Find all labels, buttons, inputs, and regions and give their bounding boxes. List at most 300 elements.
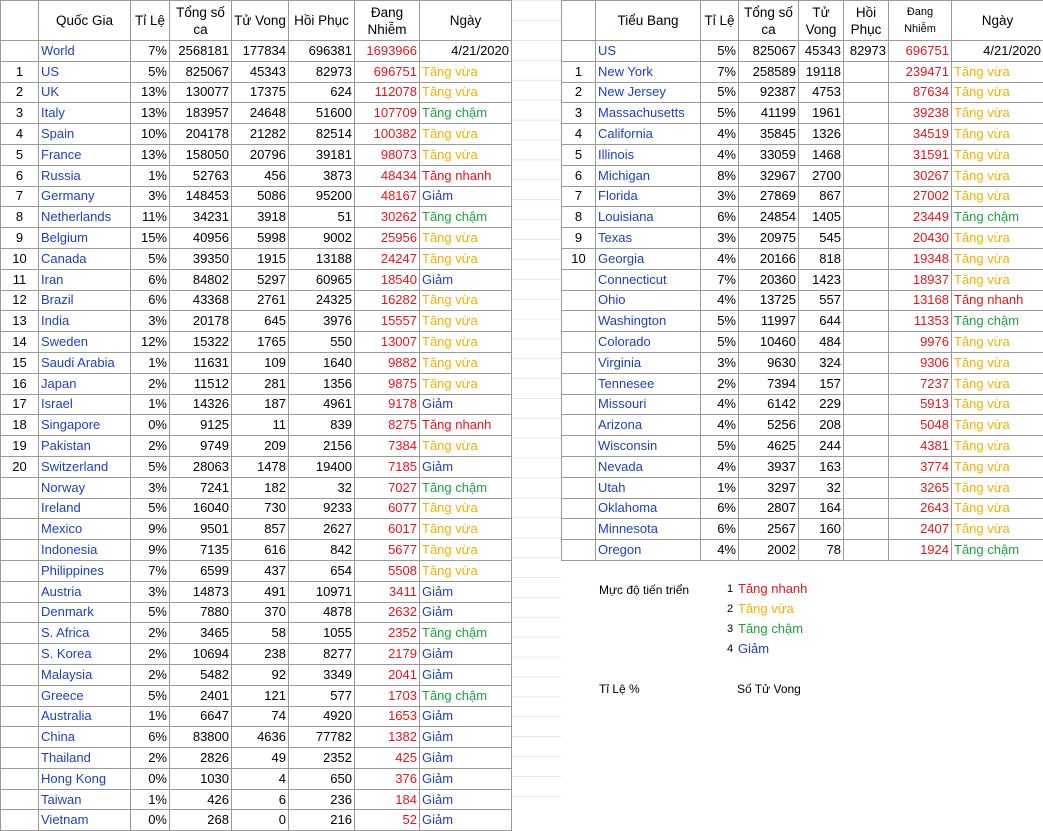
- table-row[interactable]: [1, 664, 512, 685]
- table-row[interactable]: [1, 644, 512, 665]
- country-name-cell[interactable]: Singapore: [39, 415, 131, 436]
- rate-cell: 6%: [701, 207, 739, 228]
- table-row[interactable]: [562, 498, 1043, 519]
- total-cell: 268: [170, 810, 232, 831]
- active-cell: 376: [355, 768, 420, 789]
- table-row[interactable]: [1, 394, 512, 415]
- recovered-cell: 4920: [289, 706, 355, 727]
- status-cell: Tăng vừa: [952, 144, 1043, 165]
- table-row[interactable]: [1, 352, 512, 373]
- country-name-cell[interactable]: US: [39, 61, 131, 82]
- status-cell: Tăng vừa: [952, 436, 1043, 457]
- active-cell: 8275: [355, 415, 420, 436]
- rate-cell: 5%: [131, 61, 170, 82]
- status-cell: Tăng chậm: [952, 207, 1043, 228]
- table-row[interactable]: [1, 373, 512, 394]
- active-cell: 3411: [355, 581, 420, 602]
- us-summary-row[interactable]: [562, 41, 1043, 62]
- state-name-cell[interactable]: Texas: [596, 228, 701, 249]
- recovered-cell: [844, 477, 889, 498]
- legend-item-label: Tăng chậm: [738, 621, 803, 636]
- recovered-cell: 24325: [289, 290, 355, 311]
- row-index-cell: 9: [562, 228, 596, 249]
- country-name-cell[interactable]: Brazil: [39, 290, 131, 311]
- deaths-cell: 1478: [232, 456, 289, 477]
- state-name-cell[interactable]: US: [596, 41, 701, 62]
- table-row[interactable]: [1, 519, 512, 540]
- state-name-cell[interactable]: Arizona: [596, 415, 701, 436]
- rate-cell: 15%: [131, 228, 170, 249]
- table-row[interactable]: [562, 456, 1043, 477]
- rate-cell: 2%: [701, 373, 739, 394]
- active-cell: 19348: [889, 248, 952, 269]
- recovered-cell: 82973: [289, 61, 355, 82]
- row-index-cell: 12: [1, 290, 39, 311]
- table-row[interactable]: [1, 82, 512, 103]
- recovered-cell: [844, 186, 889, 207]
- active-cell: 1382: [355, 727, 420, 748]
- recovered-cell: [844, 144, 889, 165]
- active-cell: 13007: [355, 332, 420, 353]
- row-index-cell: [562, 456, 596, 477]
- table-row[interactable]: [562, 186, 1043, 207]
- active-cell: 52: [355, 810, 420, 831]
- total-cell: 9749: [170, 436, 232, 457]
- table-row[interactable]: [1, 144, 512, 165]
- legend-item-number: 1: [727, 583, 733, 595]
- rate-cell: 13%: [131, 103, 170, 124]
- rate-cell: 0%: [131, 810, 170, 831]
- rate-cell: 0%: [131, 768, 170, 789]
- state-name-cell[interactable]: New Jersey: [596, 82, 701, 103]
- table-row[interactable]: [562, 103, 1043, 124]
- table-row[interactable]: [1, 228, 512, 249]
- table-row[interactable]: [1, 415, 512, 436]
- row-index-cell: 1: [562, 61, 596, 82]
- row-index-cell: [1, 685, 39, 706]
- deaths-cell: 491: [232, 581, 289, 602]
- status-cell: Tăng vừa: [952, 248, 1043, 269]
- table-row[interactable]: [562, 165, 1043, 186]
- rate-cell: 7%: [701, 269, 739, 290]
- active-cell: 184: [355, 789, 420, 810]
- deaths-cell: 187: [232, 394, 289, 415]
- table-row[interactable]: [1, 124, 512, 145]
- deaths-cell: 164: [799, 498, 844, 519]
- deaths-cell: 160: [799, 519, 844, 540]
- table-row[interactable]: [562, 82, 1043, 103]
- total-cell: 10694: [170, 644, 232, 665]
- header-cell: Hồi Phục: [844, 1, 889, 41]
- country-name-cell[interactable]: Sweden: [39, 332, 131, 353]
- header-cell: [1, 1, 39, 41]
- status-cell: Tăng vừa: [420, 498, 512, 519]
- active-cell: 7384: [355, 436, 420, 457]
- table-row[interactable]: [562, 228, 1043, 249]
- country-name-cell[interactable]: Switzerland: [39, 456, 131, 477]
- row-index-cell: 10: [562, 248, 596, 269]
- country-name-cell[interactable]: Malaysia: [39, 664, 131, 685]
- state-name-cell[interactable]: Minnesota: [596, 519, 701, 540]
- deaths-cell: 730: [232, 498, 289, 519]
- rate-cell: 5%: [131, 248, 170, 269]
- state-name-cell[interactable]: Georgia: [596, 248, 701, 269]
- header-cell: Tử Vong: [799, 1, 844, 41]
- total-cell: 39350: [170, 248, 232, 269]
- row-index-cell: [1, 768, 39, 789]
- deaths-cell: 4: [232, 768, 289, 789]
- deaths-cell: 229: [799, 394, 844, 415]
- country-name-cell[interactable]: China: [39, 727, 131, 748]
- table-row[interactable]: [562, 124, 1043, 145]
- country-name-cell[interactable]: S. Africa: [39, 623, 131, 644]
- country-name-cell[interactable]: World: [39, 41, 131, 62]
- status-cell: Giảm: [420, 810, 512, 831]
- country-name-cell[interactable]: Vietnam: [39, 810, 131, 831]
- status-cell: Tăng vừa: [420, 228, 512, 249]
- table-row[interactable]: [1, 540, 512, 561]
- header-cell: Tỉ Lệ: [131, 1, 170, 41]
- deaths-cell: 857: [232, 519, 289, 540]
- state-name-cell[interactable]: Colorado: [596, 332, 701, 353]
- country-name-cell[interactable]: Austria: [39, 581, 131, 602]
- country-name-cell[interactable]: Iran: [39, 269, 131, 290]
- state-name-cell[interactable]: Washington: [596, 311, 701, 332]
- recovered-cell: 77782: [289, 727, 355, 748]
- state-name-cell[interactable]: Utah: [596, 477, 701, 498]
- table-row[interactable]: [1, 685, 512, 706]
- row-index-cell: 11: [1, 269, 39, 290]
- status-cell: Tăng vừa: [952, 456, 1043, 477]
- total-cell: 825067: [170, 61, 232, 82]
- table-row[interactable]: [562, 207, 1043, 228]
- rate-cell: 0%: [131, 415, 170, 436]
- country-name-cell[interactable]: S. Korea: [39, 644, 131, 665]
- country-name-cell[interactable]: Pakistan: [39, 436, 131, 457]
- table-row[interactable]: [562, 373, 1043, 394]
- status-cell: Tăng vừa: [420, 61, 512, 82]
- rate-cell: 5%: [701, 332, 739, 353]
- table-row[interactable]: [1, 332, 512, 353]
- rate-cell: 6%: [131, 269, 170, 290]
- total-cell: 9630: [739, 352, 799, 373]
- country-name-cell[interactable]: Greece: [39, 685, 131, 706]
- active-cell: 34519: [889, 124, 952, 145]
- table-row[interactable]: [562, 311, 1043, 332]
- legend-item-number: 3: [727, 623, 733, 635]
- table-row[interactable]: [1, 248, 512, 269]
- rate-cell: 3%: [701, 352, 739, 373]
- deaths-cell: 5297: [232, 269, 289, 290]
- recovered-cell: [844, 332, 889, 353]
- state-name-cell[interactable]: Missouri: [596, 394, 701, 415]
- rate-cell: 5%: [701, 82, 739, 103]
- rate-cell: 1%: [701, 477, 739, 498]
- country-name-cell[interactable]: Netherlands: [39, 207, 131, 228]
- state-name-cell[interactable]: Connecticut: [596, 269, 701, 290]
- active-cell: 87634: [889, 82, 952, 103]
- status-cell: Tăng vừa: [952, 352, 1043, 373]
- table-row[interactable]: [562, 290, 1043, 311]
- table-row[interactable]: [562, 436, 1043, 457]
- table-row[interactable]: [562, 61, 1043, 82]
- active-cell: 25956: [355, 228, 420, 249]
- deaths-cell: 645: [232, 311, 289, 332]
- country-name-cell[interactable]: Italy: [39, 103, 131, 124]
- country-name-cell[interactable]: Canada: [39, 248, 131, 269]
- row-index-cell: 2: [1, 82, 39, 103]
- status-cell: Giảm: [420, 186, 512, 207]
- country-name-cell[interactable]: Russia: [39, 165, 131, 186]
- table-row[interactable]: [562, 332, 1043, 353]
- country-name-cell[interactable]: Indonesia: [39, 540, 131, 561]
- country-name-cell[interactable]: Spain: [39, 124, 131, 145]
- status-cell: Giảm: [420, 789, 512, 810]
- rate-cell: 4%: [701, 456, 739, 477]
- table-row[interactable]: [562, 477, 1043, 498]
- total-cell: 20178: [170, 311, 232, 332]
- table-row[interactable]: [562, 519, 1043, 540]
- country-name-cell[interactable]: Germany: [39, 186, 131, 207]
- deaths-cell: 177834: [232, 41, 289, 62]
- recovered-cell: [844, 103, 889, 124]
- active-cell: 48434: [355, 165, 420, 186]
- rate-cell: 2%: [131, 436, 170, 457]
- table-row[interactable]: [1, 602, 512, 623]
- total-cell: 426: [170, 789, 232, 810]
- table-row[interactable]: [1, 165, 512, 186]
- table-row[interactable]: [1, 456, 512, 477]
- rate-cell: 12%: [131, 332, 170, 353]
- status-cell: Tăng vừa: [420, 519, 512, 540]
- table-row[interactable]: [1, 477, 512, 498]
- table-row[interactable]: [1, 727, 512, 748]
- state-name-cell[interactable]: Oklahoma: [596, 498, 701, 519]
- table-row[interactable]: [1, 436, 512, 457]
- table-row[interactable]: [562, 144, 1043, 165]
- table-row[interactable]: [1, 311, 512, 332]
- country-name-cell[interactable]: Australia: [39, 706, 131, 727]
- table-row[interactable]: [1, 560, 512, 581]
- row-index-cell: [1, 519, 39, 540]
- country-name-cell[interactable]: India: [39, 311, 131, 332]
- country-name-cell[interactable]: Mexico: [39, 519, 131, 540]
- status-cell: Tăng vừa: [420, 124, 512, 145]
- state-name-cell[interactable]: Massachusetts: [596, 103, 701, 124]
- state-name-cell[interactable]: Illinois: [596, 144, 701, 165]
- active-cell: 2407: [889, 519, 952, 540]
- status-cell: Tăng vừa: [420, 373, 512, 394]
- status-cell: Tăng vừa: [420, 352, 512, 373]
- active-cell: 2632: [355, 602, 420, 623]
- active-cell: 425: [355, 748, 420, 769]
- table-row[interactable]: [1, 61, 512, 82]
- state-name-cell[interactable]: Nevada: [596, 456, 701, 477]
- state-name-cell[interactable]: Oregon: [596, 540, 701, 561]
- status-cell: Tăng nhanh: [420, 165, 512, 186]
- active-cell: 4381: [889, 436, 952, 457]
- recovered-cell: [844, 61, 889, 82]
- table-row[interactable]: [562, 394, 1043, 415]
- deaths-cell: 58: [232, 623, 289, 644]
- country-name-cell[interactable]: Belgium: [39, 228, 131, 249]
- table-row[interactable]: [1, 810, 512, 831]
- legend-item-label: Tăng nhanh: [738, 581, 807, 596]
- status-cell: Tăng chậm: [420, 103, 512, 124]
- status-cell: Tăng vừa: [952, 228, 1043, 249]
- status-cell: Giảm: [420, 269, 512, 290]
- rate-cell: 4%: [701, 540, 739, 561]
- country-name-cell[interactable]: Taiwan: [39, 789, 131, 810]
- world-row[interactable]: [1, 41, 512, 62]
- header-cell: Tiểu Bang: [596, 1, 701, 41]
- rate-cell: 4%: [701, 248, 739, 269]
- total-cell: 2002: [739, 540, 799, 561]
- state-name-cell[interactable]: Ohio: [596, 290, 701, 311]
- active-cell: 48167: [355, 186, 420, 207]
- country-name-cell[interactable]: Thailand: [39, 748, 131, 769]
- country-name-cell[interactable]: Philippines: [39, 560, 131, 581]
- state-name-cell[interactable]: Michigan: [596, 165, 701, 186]
- status-cell: Giảm: [420, 602, 512, 623]
- table-row[interactable]: [1, 706, 512, 727]
- total-cell: 2568181: [170, 41, 232, 62]
- total-cell: 6142: [739, 394, 799, 415]
- rate-cell: 3%: [701, 186, 739, 207]
- state-name-cell[interactable]: Florida: [596, 186, 701, 207]
- total-cell: 2401: [170, 685, 232, 706]
- table-row[interactable]: [1, 498, 512, 519]
- country-name-cell[interactable]: Ireland: [39, 498, 131, 519]
- recovered-cell: 4878: [289, 602, 355, 623]
- total-cell: 148453: [170, 186, 232, 207]
- table-row[interactable]: [1, 623, 512, 644]
- row-index-cell: 18: [1, 415, 39, 436]
- state-table: [561, 0, 1043, 561]
- total-cell: 7241: [170, 477, 232, 498]
- total-cell: 3465: [170, 623, 232, 644]
- deaths-cell: 182: [232, 477, 289, 498]
- table-row[interactable]: [1, 186, 512, 207]
- country-name-cell[interactable]: Saudi Arabia: [39, 352, 131, 373]
- status-cell: Tăng chậm: [952, 311, 1043, 332]
- rate-cell: 5%: [701, 436, 739, 457]
- row-index-cell: [1, 540, 39, 561]
- country-name-cell[interactable]: Japan: [39, 373, 131, 394]
- status-cell: Tăng vừa: [420, 248, 512, 269]
- table-row[interactable]: [562, 352, 1043, 373]
- header-cell: Tỉ Lệ: [701, 1, 739, 41]
- active-cell: 18937: [889, 269, 952, 290]
- state-name-cell[interactable]: Louisiana: [596, 207, 701, 228]
- total-cell: 84802: [170, 269, 232, 290]
- row-index-cell: 17: [1, 394, 39, 415]
- deaths-cell: 17375: [232, 82, 289, 103]
- total-cell: 20166: [739, 248, 799, 269]
- deaths-cell: 1423: [799, 269, 844, 290]
- recovered-cell: [844, 352, 889, 373]
- rate-cell: 4%: [701, 394, 739, 415]
- deaths-cell: 1961: [799, 103, 844, 124]
- active-cell: 39238: [889, 103, 952, 124]
- table-row[interactable]: [562, 248, 1043, 269]
- row-index-cell: [1, 560, 39, 581]
- row-index-cell: [562, 519, 596, 540]
- header-cell: Ngày: [420, 1, 512, 41]
- state-table-body: [562, 41, 1043, 561]
- table-row[interactable]: [1, 290, 512, 311]
- recovered-cell: 839: [289, 415, 355, 436]
- deaths-cell: 616: [232, 540, 289, 561]
- country-name-cell[interactable]: France: [39, 144, 131, 165]
- table-row[interactable]: [1, 748, 512, 769]
- table-row[interactable]: [1, 269, 512, 290]
- state-name-cell[interactable]: Tennesee: [596, 373, 701, 394]
- total-cell: 16040: [170, 498, 232, 519]
- state-name-cell[interactable]: Virginia: [596, 352, 701, 373]
- total-cell: 183957: [170, 103, 232, 124]
- deaths-cell: 32: [799, 477, 844, 498]
- recovered-cell: 1640: [289, 352, 355, 373]
- active-cell: 9976: [889, 332, 952, 353]
- deaths-cell: 818: [799, 248, 844, 269]
- total-cell: 43368: [170, 290, 232, 311]
- table-row[interactable]: [562, 415, 1043, 436]
- status-cell: Tăng nhanh: [420, 415, 512, 436]
- state-name-cell[interactable]: California: [596, 124, 701, 145]
- status-cell: Giảm: [420, 768, 512, 789]
- active-cell: 9875: [355, 373, 420, 394]
- country-name-cell[interactable]: Norway: [39, 477, 131, 498]
- header-cell: Quốc Gia: [39, 1, 131, 41]
- table-row[interactable]: [1, 581, 512, 602]
- table-row[interactable]: [1, 768, 512, 789]
- status-cell: Tăng vừa: [952, 519, 1043, 540]
- country-name-cell[interactable]: Israel: [39, 394, 131, 415]
- total-cell: 11997: [739, 311, 799, 332]
- country-name-cell[interactable]: UK: [39, 82, 131, 103]
- active-cell: 1924: [889, 540, 952, 561]
- header-cell: Đang Nhiễm: [355, 1, 420, 41]
- rate-cell: 7%: [701, 61, 739, 82]
- total-cell: 40956: [170, 228, 232, 249]
- row-index-cell: 20: [1, 456, 39, 477]
- deaths-cell: 4753: [799, 82, 844, 103]
- row-index-cell: [1, 581, 39, 602]
- row-index-cell: 2: [562, 82, 596, 103]
- rate-cell: 6%: [131, 727, 170, 748]
- deaths-cell: 49: [232, 748, 289, 769]
- rate-cell: 4%: [701, 124, 739, 145]
- table-row[interactable]: [1, 207, 512, 228]
- table-row[interactable]: [562, 269, 1043, 290]
- header-cell: Hồi Phục: [289, 1, 355, 41]
- total-cell: 35845: [739, 124, 799, 145]
- recovered-cell: 2156: [289, 436, 355, 457]
- deaths-cell: 281: [232, 373, 289, 394]
- country-name-cell[interactable]: Hong Kong: [39, 768, 131, 789]
- status-cell: Tăng vừa: [952, 186, 1043, 207]
- status-cell: Giảm: [420, 664, 512, 685]
- total-cell: 1030: [170, 768, 232, 789]
- country-name-cell[interactable]: Denmark: [39, 602, 131, 623]
- table-row[interactable]: [1, 103, 512, 124]
- state-name-cell[interactable]: Wisconsin: [596, 436, 701, 457]
- status-cell: Tăng vừa: [952, 165, 1043, 186]
- state-name-cell[interactable]: New York: [596, 61, 701, 82]
- legend-item-label: Tăng vừa: [738, 601, 794, 616]
- total-cell: 11631: [170, 352, 232, 373]
